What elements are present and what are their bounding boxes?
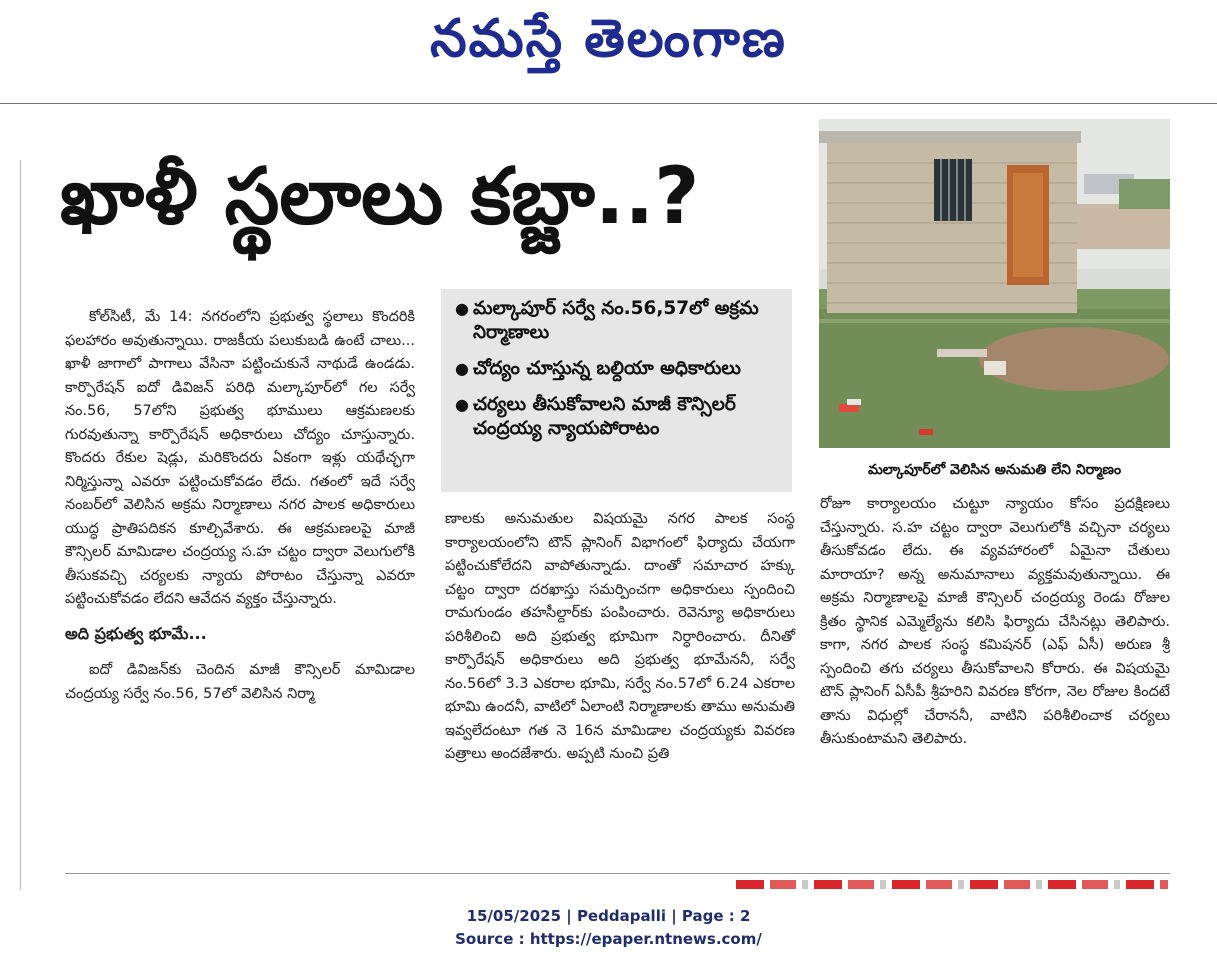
highlight-item [455,297,782,345]
bottom-divider [65,873,1170,874]
article-paragraph: ఐదో డివిజన్‌కు చెందిన మాజీ కౌన్సిలర్ మామిడాల చంద్రయ్య సర్వే నం.56, 57లో వెలిసిన నిర్మా [65,662,415,702]
footer-source-link[interactable]: Source : https://epaper.ntnews.com/ [455,930,762,948]
highlight-text: చర్యలు తీసుకోవాలని మాజీ కౌన్సిలర్ చంద్రయ్య న్యాయపోరాటం [473,394,736,439]
left-divider [20,160,21,890]
footer-date-edition: 15/05/2025 | Peddapalli | Page : 2 [466,907,751,925]
article-paragraph: కోల్‌సిటీ, మే 14: నగరంలోని ప్రభుత్వ స్థలాలు కొందరికి ఫలహారం అవుతున్నాయి. రాజకీయ పలుకుబడి ఉంటే చాలు... ఖాళీ జాగాలో పాగాలు వేసినా పట్టించుకునే నాథుడే ఉండడు. కార్పొరేషన్ ఐదో డివిజన్ పరిధి మల్కాపూర్‌లో గల సర్వే నం.56, 57లోని ప్రభుత్వ భూములు ఆక్రమణలకు గురవుతున్నా కార్పొరేషన్ అధికారులు చోద్యం చూస్తున్నారు. కొందరు రేకుల షెడ్లు, మరికొందరు ఏకంగా ఇళ్లు యథేచ్ఛగా నిర్మిస్తున్నా ఎవరూ పట్టించుకోవడం లేదు. గతంలో ఇదే సర్వే నంబర్‌లో వెలిసిన అక్రమ నిర్మాణాలు నగర పాలక అధికారులు యుద్ధ ప్రాతిపదికన కూల్చివేశారు. ఈ ఆక్రమణలపై మాజీ కౌన్సిలర్ మామిడాల చంద్రయ్య స.హ చట్టం ద్వారా వెలుగులోకి తీసుకవచ్చి చర్యలకు న్యాయ పోరాటం చేస్తున్నా ఎవరూ పట్టించుకోవడం లేదని ఆవేదన వ్యక్తం చేస్తున్నారు. [65,309,415,607]
article-subheading: అది ప్రభుత్వ భూమే... [65,623,207,643]
article-paragraph: ణాలకు అనుమతుల విషయమై నగర పాలక సంస్థ కార్యాలయంలోని టౌన్ ప్లానింగ్ విభాగంలో ఫిర్యాదు చేయగా పట్టించుకోలేదని వాపోతున్నాడు. దాంతో సమాచార హక్కు చట్టం ద్వారా దరఖాస్తు సమర్పించగా అధికారులు స్పందించి రామగుండం తహసీల్దార్‌కు పంపించారు. రెవెన్యూ అధికారులు పరిశీలించి అది ప్రభుత్వ భూమిగా నిర్ధారించారు. దీనితో కార్పొరేషన్ అధికారులు అది ప్రభుత్వ భూమేననీ, సర్వే నం.56లో 3.3 ఎకరాల భూమి, సర్వే నం.57లో 6.24 ఎకరాల భూమి ఉందనీ, వాటిలో ఏలాంటి నిర్మాణాలకు తాము అనుమతి ఇవ్వలేదంటూ గత నె 16న మామిడాల చంద్రయ్యకు వివరణ పత్రాలు అందజేశారు. అప్పటి నుంచి ప్రతి [445,511,795,762]
highlight-text: మల్కాపూర్ సర్వే నం.56,57లో అక్రమ నిర్మాణాలు [473,298,759,343]
top-divider [0,103,1217,104]
article-column-3 [820,493,1170,752]
article-headline: ఖాళీ స్థలాలు కబ్జా..? [60,152,700,242]
highlight-item [455,357,782,381]
highlights-box [441,289,792,492]
article-paragraph: రోజూ కార్యాలయం చుట్టూ న్యాయం కోసం ప్రదక్షిణలు చేస్తున్నారు. స.హ చట్టం ద్వారా వెలుగులోకి వచ్చినా చర్యలు తీసుకోవడం లేదు. ఈ వ్యవహారంలో ఏమైనా చేతులు మారాయా? అన్న అనుమానాలు వ్యక్తమవుతున్నాయి. ఈ అక్రమ నిర్మాణాలపై మాజీ కౌన్సిలర్ చంద్రయ్య రెండు రోజుల క్రితం స్థానిక ఎమ్మెల్యేను కలిసి ఫిర్యాదు చేసినట్లు తెలిపారు. కాగా, నగర పాలక సంస్థ కమిషనర్ (ఎఫ్ ఏసీ) అరుణ శ్రీ స్పందించి తగు చర్యలు తీసుకోవాలని కోరారు. ఈ విషయమై టౌన్ ప్లానింగ్ ఏసీపీ శ్రీహరిని వివరణ కోరగా, నెల రోజుల కిందటే తాను విధుల్లో చేరాననీ, వాటిని పరిశీలించాక చర్యలు తీసుకుంటామని తెలిపారు. [820,496,1170,747]
page-footer [0,905,1217,951]
bullet-icon: ● [455,299,469,318]
masthead [0,0,1217,100]
photo-caption: మల్కాపూర్‌లో వెలిసిన అనుమతి లేని నిర్మాణం [867,462,1122,478]
advertisement-strip [736,880,1168,889]
news-photo [819,119,1170,448]
masthead-title: నమస్తే తెలంగాణ [430,8,787,69]
highlight-item [455,393,782,441]
article-column-2 [445,508,795,767]
bullet-icon: ● [455,359,469,378]
bullet-icon: ● [455,395,469,414]
article-column-1 [65,306,415,706]
highlight-text: చోద్యం చూస్తున్న బల్దియా అధికారులు [473,358,741,379]
